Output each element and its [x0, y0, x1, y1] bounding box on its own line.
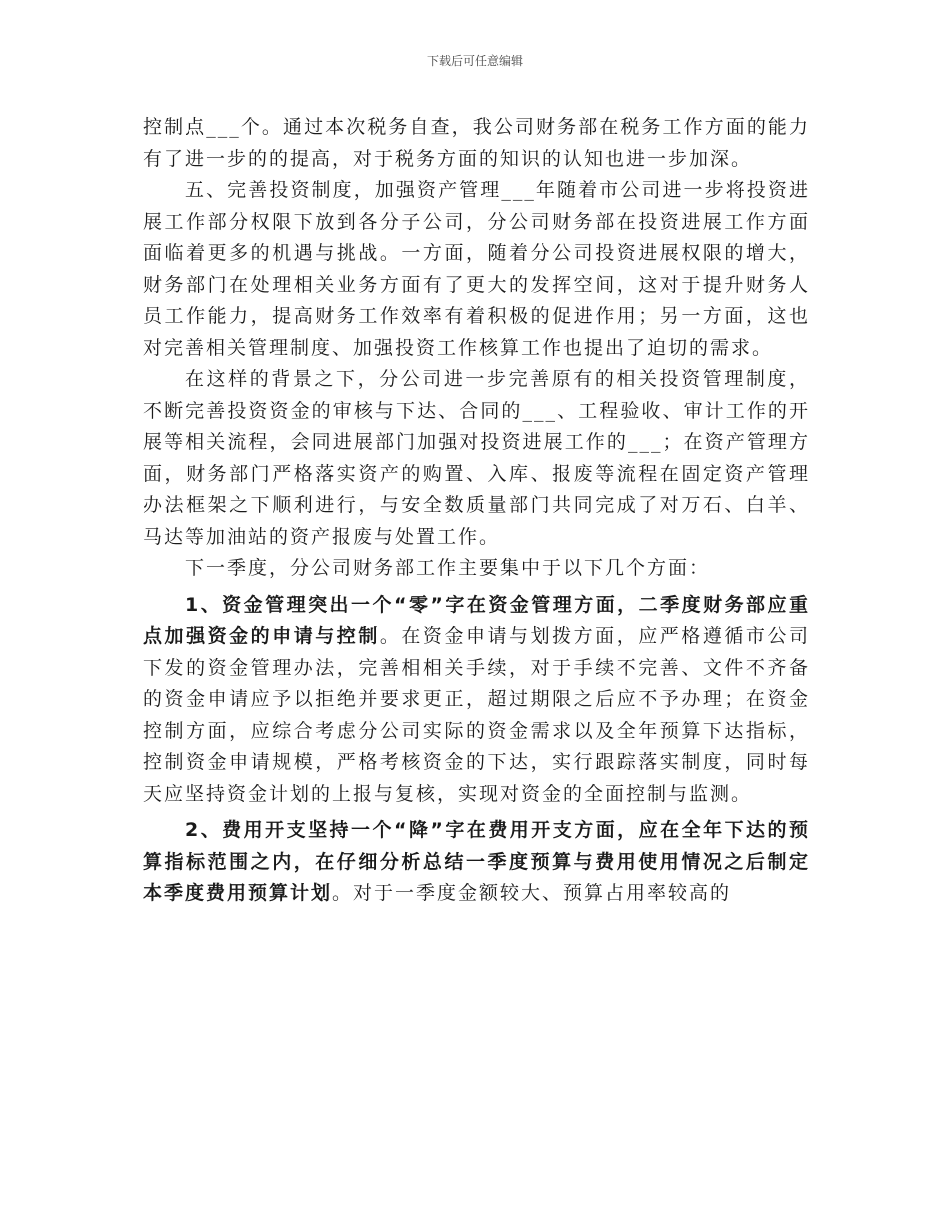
paragraph-tax-audit: 控制点___个。通过本次税务自查，我公司财务部在税务工作方面的能力有了进一步的的提高，对于税务方面的知识的认知也进一步加深。: [143, 116, 810, 170]
page-header: 下载后可任意编辑: [426, 54, 523, 68]
paragraph-asset-management: 在这样的背景之下，分公司进一步完善原有的相关投资管理制度，不断完善投资资金的审核与下达、合同的___、工程验收、审计工作的开展等相关流程，会同进展部门加强对投资进展工作的___；在资产管理方面，财务部门严格落实资产的购置、入库、报废等流程在固定资产管理办法框架之下顺利进行，与安全数质量部门共同完成了对万石、白羊、马达等加油站的资产报废与处置工作。: [143, 368, 810, 548]
paragraph-next-quarter: 下一季度，分公司财务部工作主要集中于以下几个方面：: [185, 557, 711, 579]
expense-control-text: 。对于一季度金额较大、预算占用率较高的: [332, 882, 732, 904]
paragraph-fund-management: [143, 590, 810, 811]
expense-control-heading: 2、费用开支坚持一个“降”字在费用开支方面，应在全年下达的预算指标范围之内，在仔细分析总结一季度预算与费用使用情况之后制定本季度费用预算计划: [143, 819, 810, 904]
paragraph-expense-control: [143, 815, 810, 910]
fund-management-text: 。在资金申请与划拨方面，应严格遵循市公司下发的资金管理办法，完善相相关手续，对于手续不完善、文件不齐备的资金申请应予以拒绝并要求更正，超过期限之后应不予办理；在资金控制方面，应综合考虑分公司实际的资金需求以及全年预算下达指标，控制资金申请规模，严格考核资金的下达，实行跟踪落实制度，同时每天应坚持资金计划的上报与复核，实现对资金的全面控制与监测。: [143, 625, 810, 805]
document-body: [143, 112, 810, 910]
paragraph-investment-system: 五、完善投资制度，加强资产管理___年随着市公司进一步将投资进展工作部分权限下放到各分子公司，分公司财务部在投资进展工作方面面临着更多的机遇与挑战。一方面，随着分公司投资进展权限的增大，财务部门在处理相关业务方面有了更大的发挥空间，这对于提升财务人员工作能力，提高财务工作效率有着积极的促进作用；另一方面，这也对完善相关管理制度、加强投资工作核算工作也提出了迫切的需求。: [143, 179, 810, 359]
fund-management-heading: 1、资金管理突出一个“零”字在资金管理方面，二季度财务部应重点加强资金的申请与控制: [143, 593, 810, 647]
